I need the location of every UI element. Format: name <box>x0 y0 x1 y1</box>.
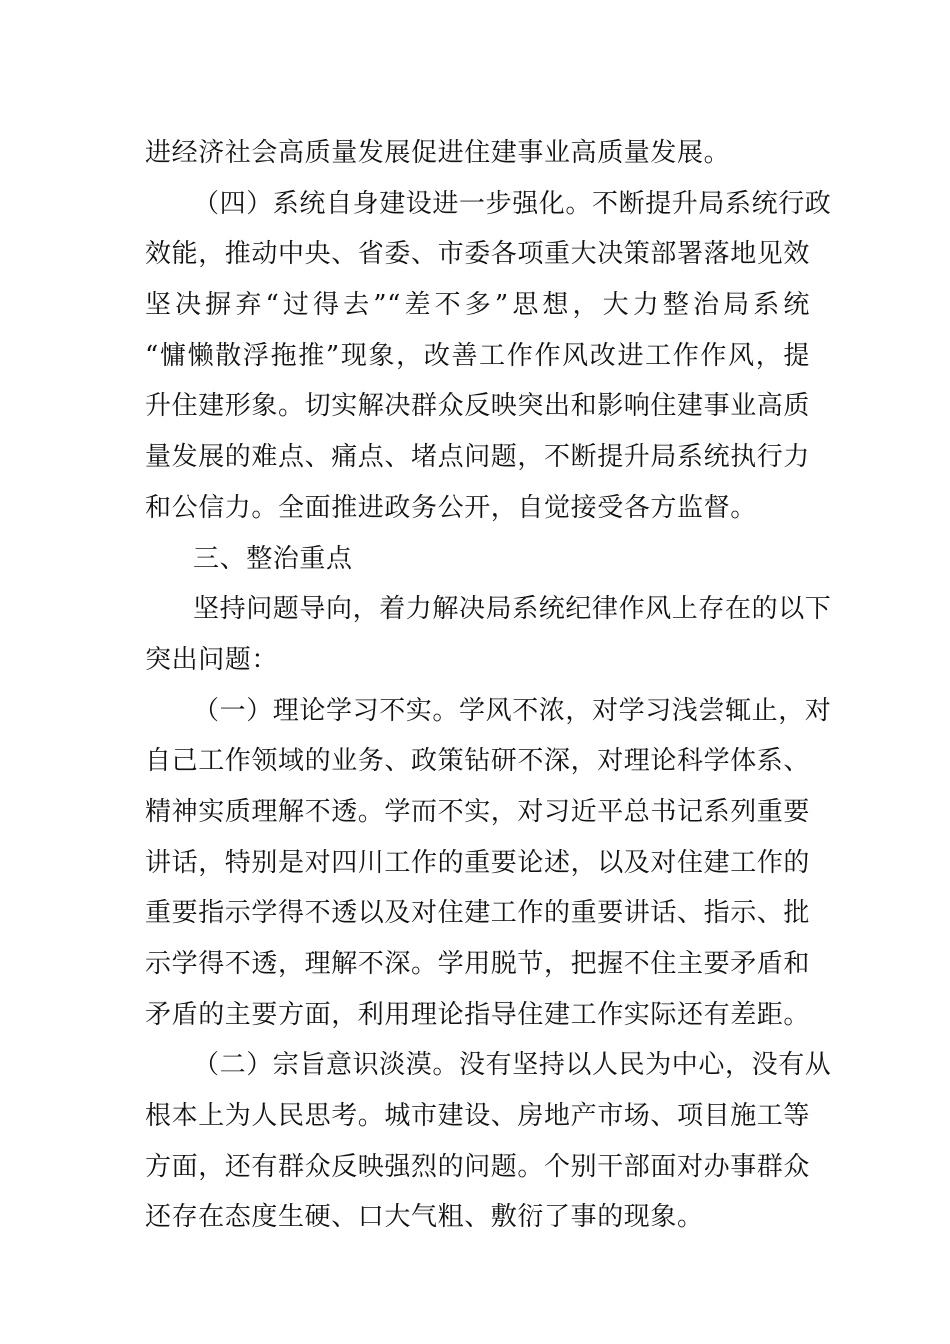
text-line: 精神实质理解不透。学而不实，对习近平总书记系列重要 <box>145 796 811 827</box>
text-line: 升住建形象。切实解决群众反映突出和影响住建事业高质 <box>145 391 811 422</box>
paragraph-purpose-awareness <box>145 1040 832 1243</box>
text-line: 矛盾的主要方面，利用理论指导住建工作实际还有差距。 <box>145 999 811 1030</box>
text-line: （四）系统自身建设进一步强化。不断提升局系统行政 <box>193 188 832 219</box>
text-line: 和公信力。全面推进政务公开，自觉接受各方监督。 <box>145 492 757 523</box>
text-line: 根本上为人民思考。城市建设、房地产市场、项目施工等 <box>145 1101 811 1132</box>
heading-line: 三、整治重点 <box>193 543 353 574</box>
document-body <box>145 128 832 1243</box>
section-heading <box>145 534 810 585</box>
text-line: （二）宗旨意识淡漠。没有坚持以人民为中心，没有从 <box>193 1050 832 1081</box>
text-line: 重要指示学得不透以及对住建工作的重要讲话、指示、批 <box>145 898 811 929</box>
text-line: 讲话，特别是对四川工作的重要论述，以及对住建工作的 <box>145 847 811 878</box>
text-line: 量发展的难点、痛点、堵点问题，不断提升局系统执行力 <box>145 442 811 473</box>
text-line: 进经济社会高质量发展促进住建事业高质量发展。 <box>145 138 731 168</box>
paragraph-system-building <box>145 179 832 534</box>
text-line: “慵懒散浮拖推”现象，改善工作作风改进工作作风，提 <box>145 340 810 371</box>
paragraph-continuation <box>145 128 810 179</box>
paragraph-intro <box>145 584 832 685</box>
text-line: 自己工作领域的业务、政策钻研不深，对理论科学体系、 <box>145 746 811 777</box>
text-line: 效能，推动中央、省委、市委各项重大决策部署落地见效 <box>145 239 811 270</box>
text-line: 还存在态度生硬、口大气粗、敷衍了事的现象。 <box>145 1202 704 1233</box>
text-line: （一）理论学习不实。学风不浓，对学习浅尝辄止，对 <box>193 695 832 726</box>
text-line: 坚决摒弃“过得去”“差不多”思想，大力整治局系统 <box>145 290 810 321</box>
text-line: 方面，还有群众反映强烈的问题。个别干部面对办事群众 <box>145 1151 811 1182</box>
paragraph-theory-study <box>145 686 832 1041</box>
text-line: 坚持问题导向，着力解决局系统纪律作风上存在的以下 <box>193 594 832 625</box>
text-line: 示学得不透，理解不深。学用脱节，把握不住主要矛盾和 <box>145 949 811 979</box>
text-line: 突出问题： <box>145 644 279 675</box>
